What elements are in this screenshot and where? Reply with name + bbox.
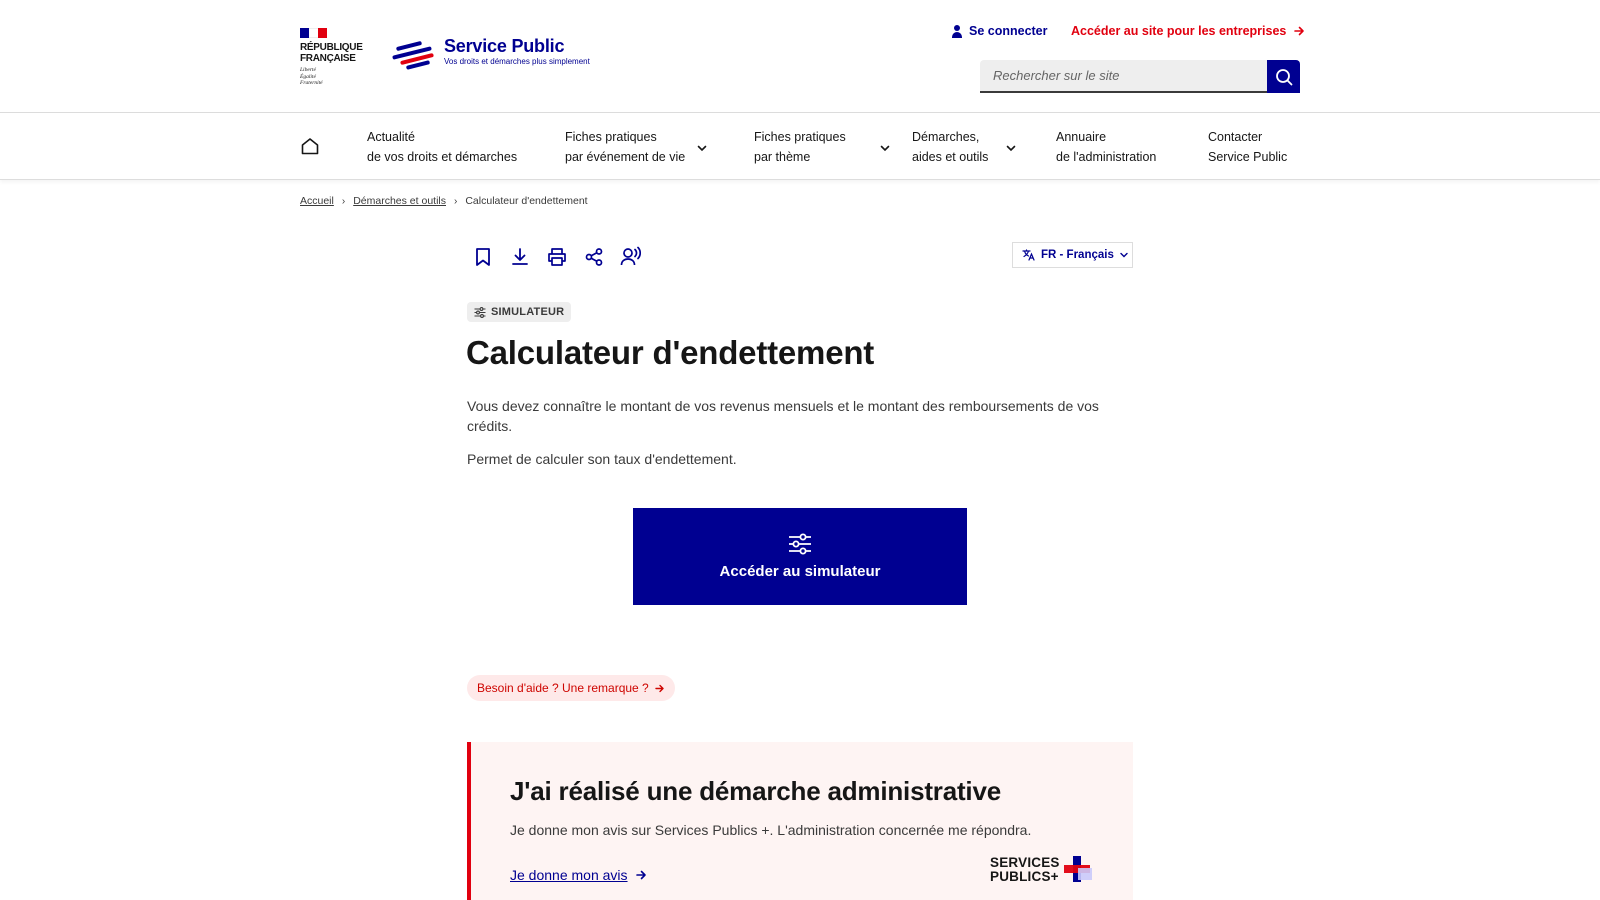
download-icon xyxy=(510,247,530,267)
share-button[interactable] xyxy=(583,246,604,267)
search-icon xyxy=(1275,68,1293,86)
chevron-down-icon xyxy=(697,145,707,152)
nav-item-line2: Service Public xyxy=(1208,150,1288,164)
nav-item-fiches-theme[interactable] xyxy=(754,127,890,167)
site-title: Service Public xyxy=(444,36,565,56)
nav-item-line2: de vos droits et démarches xyxy=(367,150,518,164)
login-label: Se connecter xyxy=(969,24,1048,38)
help-feedback-label: Besoin d'aide ? Une remarque ? xyxy=(477,681,649,695)
main-navigation xyxy=(0,113,1600,180)
arrow-right-icon xyxy=(655,684,665,693)
arrow-right-icon xyxy=(636,870,647,880)
page-title: Calculateur d'endettement xyxy=(466,334,875,371)
nav-item-line1: Fiches pratiques xyxy=(754,130,846,144)
share-icon xyxy=(584,247,604,267)
print-button[interactable] xyxy=(546,246,567,267)
translate-icon xyxy=(1022,249,1035,261)
logo-line1: SERVICES xyxy=(990,855,1060,870)
nav-item-line1: Fiches pratiques xyxy=(565,130,657,144)
page-description: Vous devez connaître le montant de vos revenus mensuels et le montant des remboursements de vos crédits. xyxy=(467,398,1099,434)
site-header xyxy=(0,0,1600,113)
bookmark-button[interactable] xyxy=(472,246,493,267)
home-icon xyxy=(300,136,320,156)
nav-item-line2: aides et outils xyxy=(912,150,989,164)
chevron-right-icon: › xyxy=(454,195,458,207)
chevron-down-icon xyxy=(1120,252,1128,258)
services-publics-plus-icon xyxy=(1064,856,1092,884)
page-summary: Permet de calculer son taux d'endettement. xyxy=(467,451,737,467)
nav-item-annuaire[interactable] xyxy=(1056,127,1156,167)
business-site-label: Accéder au site pour les entreprises xyxy=(1071,24,1287,38)
rf-motto xyxy=(300,67,366,87)
business-site-link[interactable] xyxy=(1071,24,1305,38)
bookmark-icon xyxy=(474,247,492,267)
access-simulator-button[interactable] xyxy=(633,508,967,605)
rf-motto-1: Liberté xyxy=(300,67,316,73)
nav-item-demarches[interactable] xyxy=(912,127,1016,167)
sliders-icon xyxy=(474,307,486,318)
nav-item-fiches-evenement[interactable] xyxy=(565,127,707,167)
chevron-down-icon xyxy=(1006,145,1016,152)
breadcrumb-link-accueil[interactable]: Accueil xyxy=(300,195,334,207)
feedback-callout xyxy=(467,742,1133,900)
rf-motto-2: Égalité xyxy=(300,73,316,80)
badge-label: SIMULATEUR xyxy=(491,306,565,318)
rf-name-line2: FRANÇAISE xyxy=(300,53,356,64)
listen-icon xyxy=(620,246,641,267)
chevron-down-icon xyxy=(880,145,890,152)
rf-name-line1: RÉPUBLIQUE xyxy=(300,42,363,53)
access-simulator-label: Accéder au simulateur xyxy=(719,563,881,580)
listen-button[interactable] xyxy=(620,246,641,267)
french-flag-icon xyxy=(300,28,327,38)
arrow-right-icon xyxy=(1294,26,1305,36)
nav-item-line1: Annuaire xyxy=(1056,130,1107,144)
site-tagline: Vos droits et démarches plus simplement xyxy=(444,57,590,66)
search-bar xyxy=(980,60,1300,93)
services-publics-plus-logo xyxy=(990,856,1092,884)
breadcrumb xyxy=(300,195,588,207)
feedback-title: J'ai réalisé une démarche administrative xyxy=(510,776,1001,806)
give-feedback-label: Je donne mon avis xyxy=(510,867,628,883)
search-input[interactable] xyxy=(980,60,1267,93)
nav-item-line2: par thème xyxy=(754,150,811,164)
chevron-right-icon: › xyxy=(341,195,346,207)
give-feedback-link[interactable] xyxy=(510,867,647,883)
feedback-text: Je donne mon avis sur Services Publics +. L'administration concernée me répondra. xyxy=(510,822,1032,838)
breadcrumb-link-demarches[interactable]: Démarches et outils xyxy=(353,195,446,207)
nav-item-contacter[interactable] xyxy=(1208,127,1287,167)
nav-item-line1: Démarches, xyxy=(912,130,980,144)
sliders-icon xyxy=(788,533,812,555)
service-public-logo-icon xyxy=(392,38,438,72)
simulator-badge xyxy=(467,302,571,322)
language-selector[interactable] xyxy=(1012,242,1133,268)
search-button[interactable] xyxy=(1267,60,1300,93)
nav-item-line2: de l'administration xyxy=(1056,150,1157,164)
rf-motto-3: Fraternité xyxy=(300,80,323,86)
user-icon xyxy=(951,25,963,38)
nav-item-actualite[interactable] xyxy=(367,127,517,167)
nav-item-line2: par événement de vie xyxy=(565,150,686,164)
logo-line2: PUBLICS+ xyxy=(990,869,1059,884)
download-button[interactable] xyxy=(509,246,530,267)
language-label: FR - Français xyxy=(1041,249,1114,261)
login-link[interactable] xyxy=(951,24,1048,38)
republique-francaise-logo[interactable] xyxy=(300,28,366,87)
nav-item-line1: Contacter xyxy=(1208,130,1263,144)
help-feedback-link[interactable] xyxy=(467,675,675,701)
nav-home-link[interactable] xyxy=(300,136,320,156)
breadcrumb-current: Calculateur d'endettement xyxy=(465,195,588,207)
print-icon xyxy=(547,247,567,267)
nav-item-line1: Actualité xyxy=(367,130,415,144)
page-tools xyxy=(472,246,641,267)
